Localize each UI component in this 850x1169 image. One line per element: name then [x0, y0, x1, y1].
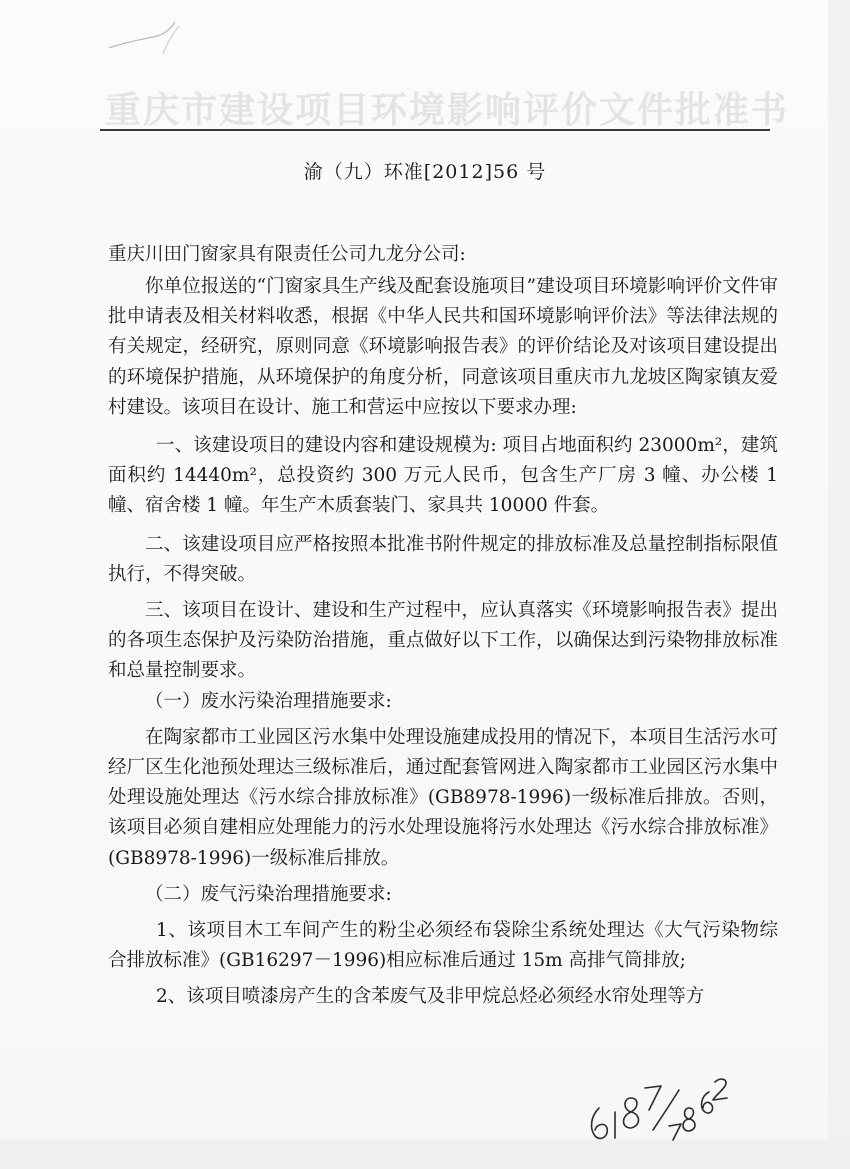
- body-paragraph: 2、该项目喷漆房产生的含苯废气及非甲烷总烃必须经水帘处理等方: [156, 986, 705, 1008]
- body-paragraph: 三、该项目在设计、建设和生产过程中，应认真落实《环境影响报告表》提出的各项生态保护及污染防治措施，重点做好以下工作，以确保达到污染物排放标准和总量控制要求。: [108, 600, 778, 682]
- body-paragraph: 你单位报送的“门窗家具生产线及配套设施项目”建设项目环境影响评价文件审批申请表及相关材料收悉，根据《中华人民共和国环境影响评价法》等法律法规的有关规定，经研究，原则同意《环境影响报告表》的评价结论及对该项目建设提出的环境保护措施，从环境保护的角度分析，同意该项目重庆市九龙坡区陶家镇友爱村建设。该项目在设计、施工和营运中应按以下要求办理:: [108, 276, 778, 418]
- addressee-line: 重庆川田门窗家具有限责任公司九龙分公司:: [108, 244, 466, 265]
- document-header-title: 重庆市建设项目环境影响评价文件批准书: [105, 89, 790, 131]
- body-paragraph: 二、该建设项目应严格按照本批准书附件规定的排放标准及总量控制指标限值执行，不得突破。: [108, 533, 778, 585]
- pen-mark-icon: [105, 18, 215, 58]
- document-body: [108, 272, 778, 1013]
- handwritten-signature-icon: [585, 1068, 735, 1148]
- section-heading: （一）废水污染治理措施要求:: [145, 690, 392, 712]
- body-paragraph: 1、该项目木工车间产生的粉尘必须经布袋除尘系统处理达《大气污染物综合排放标准》(GB16297－1996)相应标准后通过 15m 高排气筒排放;: [108, 920, 778, 972]
- body-paragraph: 一、该建设项目的建设内容和建设规模为: 项目占地面积约 23000m²，建筑面积约 14440m²，总投资约 300 万元人民币，包含生产厂房 3 幢、办公楼 1 幢、宿舍楼 1 幢。年生产木质套装门、家具共 10000 件套。: [108, 435, 778, 517]
- body-paragraph: 在陶家都市工业园区污水集中处理设施建成投用的情况下，本项目生活污水可经厂区生化池预处理达三级标准后，通过配套管网进入陶家都市工业园区污水集中处理设施处理达《污水综合排放标准》(GB8978-1996)一级标准后排放。否则，该项目必须自建相应处理能力的污水处理设施将污水处理达《污水综合排放标准》(GB8978-1996)一级标准后排放。: [108, 726, 778, 869]
- header-divider: [100, 129, 770, 131]
- section-heading: （二）废气污染治理措施要求:: [145, 883, 392, 905]
- document-number: 渝（九）环准[2012]56 号: [303, 161, 547, 183]
